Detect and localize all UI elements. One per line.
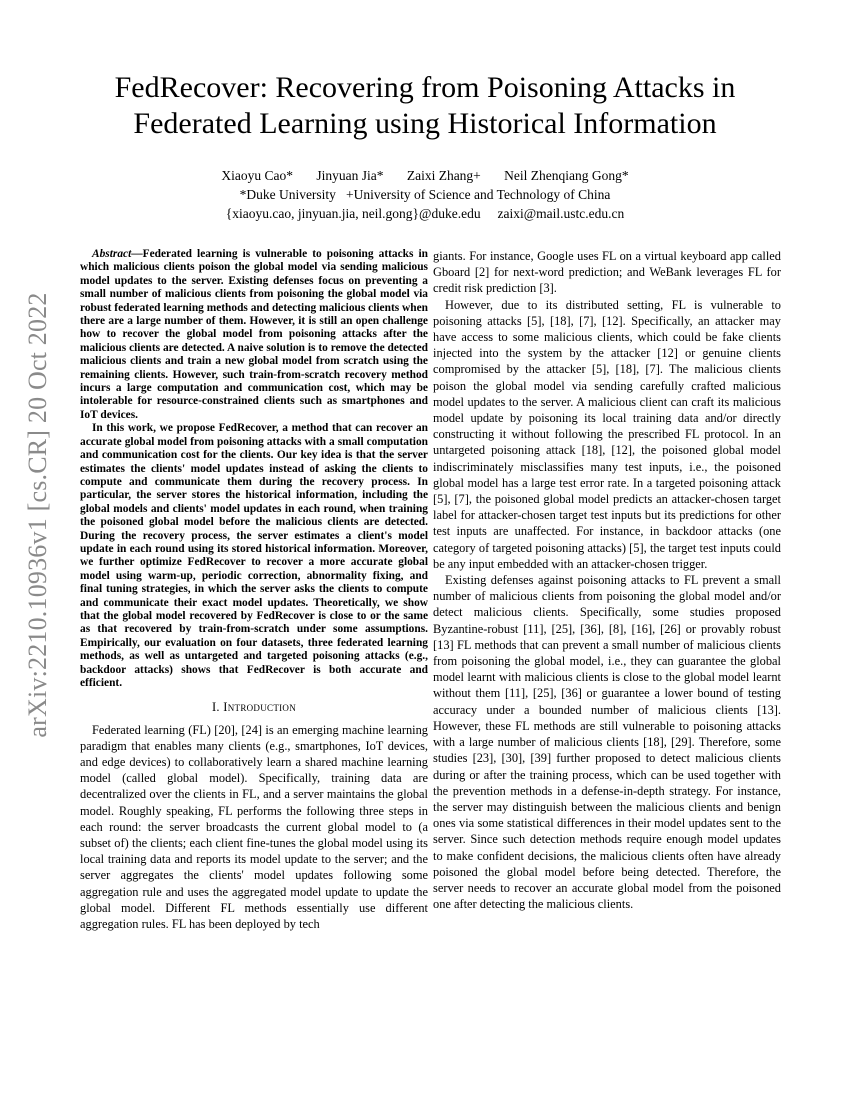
left-column (80, 248, 428, 932)
section-heading-introduction: I. Introduction (211, 700, 297, 715)
intro-paragraph-1: Federated learning (FL) [20], [24] is an emerging machine learning paradigm that enables many clients (e.g., smartphones, IoT devices, and edge devices) to collaboratively learn a shared machine learning model (called global model). Specifically, training data are decentralized over the clients in FL, and a server maintains the global model. Roughly speaking, FL performs the following three steps in each round: the server broadcasts the current global model to (a subset of) the clients; each client fine-tunes the global model using its local training data and reports its model update to the server; and the server aggregates the clients' model updates following some aggregation rule and uses the aggregated model update to update the global model. Different FL methods essentially use different aggregation rules. FL has been deployed by tech (80, 722, 428, 932)
author-names (60, 166, 790, 185)
author-3: Zaixi Zhang+ (406, 168, 481, 183)
affiliations: *Duke University +University of Science and Technology of China (239, 187, 611, 202)
intro-paragraph-3: However, due to its distributed setting, FL is vulnerable to poisoning attacks [5], [18], [7], [12]. Specifically, an attacker may have access to some malicious clients, which could be fake clients injected into the system by the attacker [12] or genuine clients compromised by the attacker [5], [18], [7]. The malicious clients poison the global model via sending carefully crafted malicious model updates to the server. A malicious client can craft its malicious model update by poisoning its local training data and/or directly constructing it without following the prescribed FL protocol. In an untargeted poisoning attack [18], [12], the poisoned global model indiscriminately misclassifies many test inputs, i.e., the poisoned global model has a large test error rate. In a targeted poisoning attack [5], [7], the poisoned global model predicts an attacker-chosen target label for attacker-chosen target test inputs but its predictions for other test inputs are unaffected. For instance, in backdoor attacks (one category of targeted poisoning attacks) [5], the target test inputs could be any input embedded with an attacker-chosen trigger. (433, 297, 781, 571)
intro-paragraph-4: Existing defenses against poisoning attacks to FL prevent a small number of malicious clients from poisoning the global model and/or detect malicious clients. Specifically, some studies proposed Byzantine-robust [11], [25], [36], [8], [16], [26] or provably robust [13] FL methods that can prevent a small number of malicious clients from poisoning the global model, i.e., they can guarantee the global model learnt with malicious clients is close to the global model learnt without them [11], [25], [36] or guarantee a lower bound of testing accuracy under a bounded number of malicious clients [13]. However, these FL methods are still vulnerable to poisoning attacks with a large number of malicious clients [18], [29]. Therefore, some studies [23], [30], [39] further proposed to detect malicious clients during or after the training process, which can be used together with the prevention methods in a defense-in-depth strategy. For instance, the server may distinguish between the malicious clients and benign ones via some statistical differences in their model updates sent to the server. Since such detection methods require enough model updates to make confident decisions, the malicious clients often have already poisoned the global model before being detected. Therefore, the server needs to recover an accurate global model from the poisoned one after detecting the malicious clients. (433, 573, 781, 912)
title-line-2: Federated Learning using Historical Information (133, 107, 717, 140)
right-column (433, 248, 781, 912)
author-block (60, 166, 790, 223)
author-4: Neil Zhenqiang Gong* (504, 168, 629, 183)
author-1: Xiaoyu Cao* (221, 168, 293, 183)
abstract-paragraph-2: In this work, we propose FedRecover, a method that can recover an accurate global model from poisoning attacks with a small computation and communication cost for the clients. Our key idea is that the server estimates the clients' model updates instead of asking the clients to compute and communicate them during the recovery process. In particular, the server stores the historical information, including the global models and clients' model updates in each round, when training the poisoned global model before the malicious clients are detected. During the recovery process, the server estimates a client's model update in each round using its stored historical information. Moreover, we further optimize FedRecover to recover a more accurate global model using warm-up, periodic correction, abnormality fixing, and final tuning strategies, in which the server asks the clients to compute and communicate their exact model updates. Theoretically, we show that the global model recovered by FedRecover is close to or the same as that recovered by train-from-scratch under some assumptions. Empirically, our evaluation on four datasets, three federated learning methods, as well as untargeted and targeted poisoning attacks (e.g., backdoor attacks) shows that FedRecover is both accurate and efficient. (80, 422, 428, 689)
title-line-1: FedRecover: Recovering from Poisoning Attacks in (114, 71, 736, 104)
arxiv-id: arXiv:2210.10936v1 [cs.CR] 20 Oct 2022 (23, 292, 52, 738)
abstract-paragraph-1: Abstract—Federated learning is vulnerable to poisoning attacks in which malicious clients poison the global model via sending malicious model updates to the server. Existing defenses focus on preventing a small number of malicious clients from poisoning the global model via robust federated learning methods and detecting malicious clients when there are a large number of them. However, it is still an open challenge how to recover the global model from poisoning attacks after the malicious clients are detected. A naive solution is to remove the detected malicious clients and train a new global model from scratch using the remaining clients. However, such train-from-scratch recovery method incurs a large computation and communication cost, which may be intolerable for resource-constrained clients such as smartphones and IoT devices. (80, 248, 428, 421)
paper-title (60, 70, 790, 142)
author-2: Jinyuan Jia* (316, 168, 384, 183)
abstract-label: Abstract (92, 248, 132, 260)
abstract (80, 248, 428, 690)
emails: {xiaoyu.cao, jinyuan.jia, neil.gong}@duke.edu zaixi@mail.ustc.edu.cn (225, 206, 625, 221)
intro-paragraph-2: giants. For instance, Google uses FL on a virtual keyboard app called Gboard [2] for next-word prediction; and WeBank leverages FL for credit risk prediction [3]. (433, 249, 781, 296)
arxiv-sidebar-stamp (16, 290, 60, 740)
